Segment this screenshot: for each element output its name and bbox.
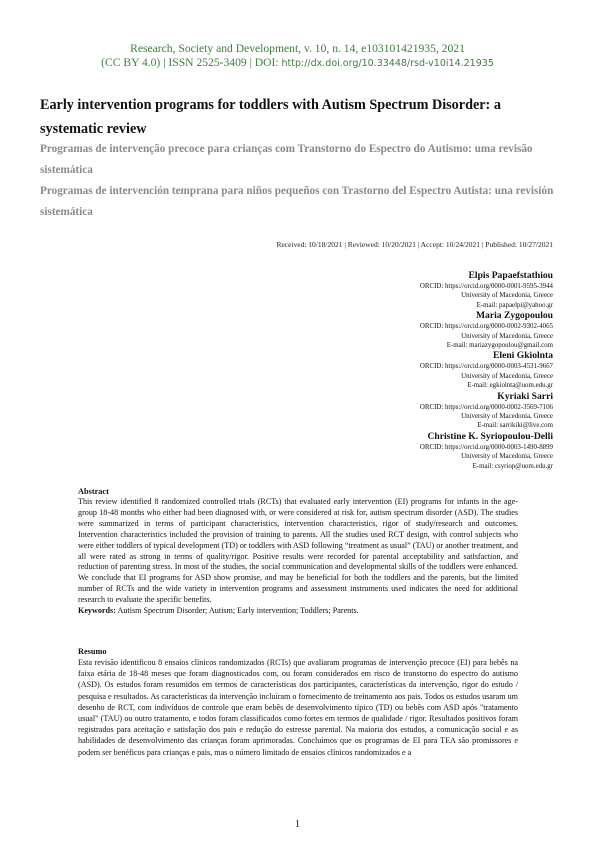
title-english: Early intervention programs for toddlers with Autism Spectrum Disorder: a systematic review — [40, 97, 501, 137]
resumo-heading: Resumo — [78, 647, 107, 656]
author-name: Christine K. Syriopoulou-Delli — [427, 430, 553, 442]
abstract-heading: Abstract — [78, 487, 109, 496]
journal-citation: Research, Society and Development, v. 10, n. 14, e103101421935, 2021 — [130, 42, 465, 55]
author-orcid[interactable]: ORCID: https://orcid.org/0000-0002-9302-4065 — [419, 323, 553, 331]
author-email[interactable]: E-mail: mariazygopoulou@gmail.com — [446, 342, 553, 350]
author-block — [223, 350, 553, 390]
keywords-list: Autism Spectrum Disorder; Autism; Early intervention; Toddlers; Parents. — [115, 606, 359, 616]
publication-dates: Received: 10/18/2021 | Reviewed: 10/20/2021 | Accept: 10/24/2021 | Published: 10/27/2021 — [276, 240, 553, 249]
author-affiliation: University of Macedonia, Greece — [461, 332, 553, 340]
resumo-text: Esta revisão identificou 8 ensaios clínicos randomizados (RCTs) que avaliaram programas de intervenção precoce (EI) para bebês na faixa etária de 18-48 meses que foram diagnosticados com, ou foram considerados em risco de transtorno do espectro do autismo (ASD). Os estudos foram resumidos em termos de características dos participantes, características da intervenção, rigor do estudo / pesquisa e resultados. As características da intervenção incluíram o fornecimento de treinamento aos pais. Todos os estudos usaram um desenho de RCT, com indivíduos de controle que eram bebês de desenvolvimento típico (TD) ou bebês com ASD após "tratamento usual" (TAU) ou outro tratamento, e todos foram classificados como fortes em termos de qualidade / rigor. Resultados positivos foram registrados para aceitação e satisfação dos pais e redução do estresse parental. Na maioria dos estudos, a comunicação social e as habilidades de desenvolvimento das crianças foram aprimoradas. Concluímos que os programas de EI para TEA são promissores e podem ser benéficos para crianças e pais, mas o número limitado de ensaios clínicos randomizados e a — [78, 658, 518, 757]
author-list — [223, 270, 553, 471]
license-doi-line — [0, 56, 595, 71]
author-block — [223, 431, 553, 471]
journal-header — [0, 42, 595, 71]
author-affiliation: University of Macedonia, Greece — [461, 292, 553, 300]
keywords-label: Keywords: — [78, 606, 116, 616]
author-name: Eleni Gkiolnta — [493, 350, 553, 362]
author-block — [223, 270, 553, 310]
keywords-line — [78, 606, 518, 617]
resumo-section — [78, 646, 518, 758]
author-affiliation: University of Macedonia, Greece — [461, 413, 553, 421]
abstract-section — [78, 486, 518, 617]
abstract-text: This review identified 8 randomized controlled trials (RCTs) that evaluated early intervention (EI) programs for infants in the age-group 18-48 months who either had been diagnosed with, or were considered at risk for, autism spectrum disorder (ASD). The studies were summarized in terms of participant characteristics, intervention characteristics, rigor of study/research and outcomes. Intervention characteristics included the provision of training to parents. All the studies used RCT design, with control subjects who were either toddlers of typical development (TD) or toddlers with ASD following “treatment as usual” (TAU) or another treatment, and all were rated as strong in terms of quality/rigor. Positive results were recorded for parental acceptability and satisfaction, and reduction of parenting stress. In most of the studies, the social communication and developmental skills of the toddlers were enhanced. We conclude that EI programs for ASD show promise, and may be beneficial for both the toddlers and the parents, but the limited number of RCTs and the wide variety in intervention programs and assessment instruments used indicates the need for additional research to evaluate the specific benefits. — [78, 497, 518, 605]
author-orcid[interactable]: ORCID: https://orcid.org/0000-0003-1490-8899 — [419, 443, 553, 451]
author-block — [223, 310, 553, 350]
author-affiliation: University of Macedonia, Greece — [461, 372, 553, 380]
author-orcid[interactable]: ORCID: https://orcid.org/0000-0003-4531-9667 — [419, 363, 553, 371]
title-spanish: Programas de intervención temprana para niños pequeños con Trastorno del Espectro Autista: una revisión sistemática — [40, 185, 554, 218]
title-portuguese: Programas de intervenção precoce para crianças com Transtorno do Espectro do Autismo: uma revisão sistemática — [40, 143, 533, 176]
author-name: Elpis Papaefstathiou — [468, 270, 553, 281]
author-email[interactable]: E-mail: papaelpi@yahoo.gr — [476, 301, 553, 309]
author-block — [223, 391, 553, 431]
author-orcid[interactable]: ORCID: https://orcid.org/0000-0001-9595-3944 — [419, 283, 553, 290]
author-name: Maria Zygopoulou — [475, 310, 553, 322]
author-orcid[interactable]: ORCID: https://orcid.org/0000-0002-3569-7106 — [419, 403, 553, 411]
doi-link[interactable]: http://dx.doi.org/10.33448/rsd-v10i14.21935 — [281, 58, 494, 69]
author-email[interactable]: E-mail: egkiolnta@uom.edu.gr — [467, 382, 553, 390]
license-issn: (CC BY 4.0) | ISSN 2525-3409 | DOI: — [101, 56, 282, 69]
page-number: 1 — [295, 819, 300, 830]
author-email[interactable]: E-mail: sarrikiki@live.com — [477, 422, 553, 430]
author-email[interactable]: E-mail: csyriop@uom.edu.gr — [472, 462, 553, 470]
author-name: Kyriaki Sarri — [497, 390, 553, 402]
author-affiliation: University of Macedonia, Greece — [461, 453, 553, 461]
